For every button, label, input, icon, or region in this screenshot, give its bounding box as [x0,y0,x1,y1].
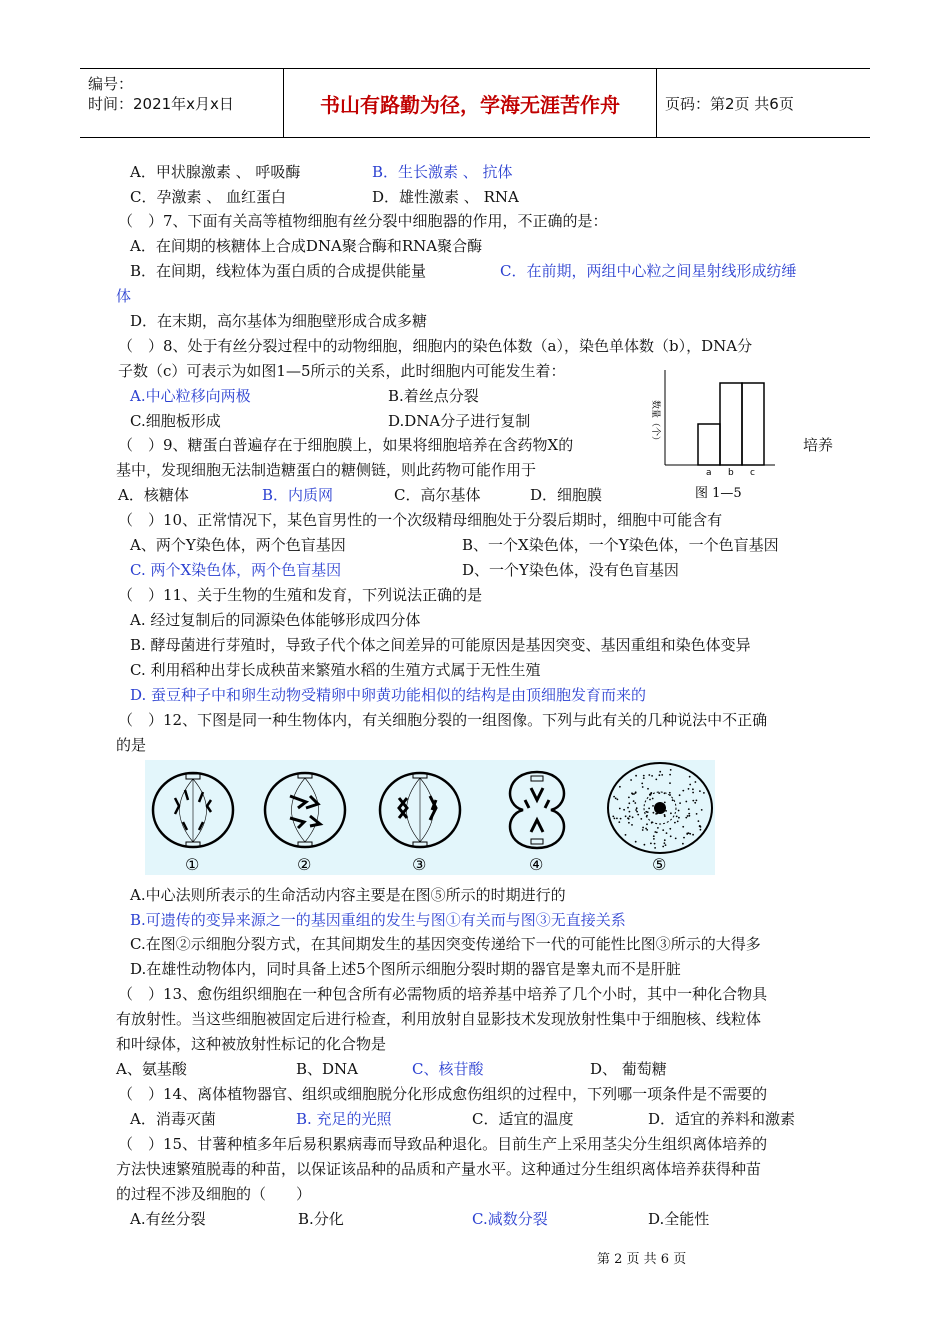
option-line: C.细胞板形成 [130,412,221,430]
option-line: B．在间期，线粒体为蛋白质的合成提供能量 [130,262,427,280]
option-line: B、一个X染色体，一个Y染色体，一个色盲基因 [462,536,779,554]
option-line: C、核苷酸 [412,1060,484,1078]
option-line: D．细胞膜 [530,486,603,504]
question-13: （ ）13、愈伤组织细胞在一种包含所有必需物质的培养基中培养了几个小时，其中一种化合物具 [118,985,768,1003]
stipple-dot [686,833,688,835]
option-line: A. 经过复制后的同源染色体能够形成四分体 [130,611,421,629]
stipple-dot [687,815,689,817]
option-line: A．在间期的核糖体上合成DNA聚合酶和RNA聚合酶 [130,237,483,255]
stipple-dot [616,818,618,820]
number-label: 编号： [88,75,134,93]
stipple-dot [642,786,644,788]
question-14: （ ）14、离体植物器官、组织或细胞脱分化形成愈伤组织的过程中，下列哪一项条件是不需要的 [118,1085,768,1103]
stipple-dot [659,771,661,773]
option-line: B、DNA [296,1060,359,1078]
chart-tick-label: b [728,468,734,478]
option-line: C. 利用稻种出芽长成秧苗来繁殖水稻的生殖方式属于无性生殖 [130,661,541,679]
stipple-dot [669,774,671,776]
stipple-dot [678,810,680,812]
stipple-dot [658,792,660,794]
option-line: A.中心法则所表示的生命活动内容主要是在图⑤所示的时期进行的 [130,886,566,904]
stipple-dot [652,805,654,807]
cell-diagram-5 [608,763,712,853]
stipple-dot [666,832,668,834]
stipple-dot [640,818,642,820]
stipple-dot [672,799,674,801]
stipple-dot [679,802,681,804]
stipple-dot [688,813,690,815]
stipple-dot [645,828,647,830]
question-10: （ ）10、正常情况下，某色盲男性的一个次级精母细胞处于分裂后期时，细胞中可能含有 [118,511,723,529]
stipple-dot [678,817,680,819]
question-15: （ ）15、甘薯种植多年后易积累病毒而导致品种退化。目前生产上采用茎尖分生组织离体培养的 [118,1135,768,1153]
stipple-dot [674,822,676,824]
stipple-dot [613,796,615,798]
stipple-dot [653,812,655,814]
stipple-dot [654,843,656,845]
stipple-dot [692,800,694,802]
stipple-dot [620,818,622,820]
option-line: A.中心粒移向两极 [130,387,251,405]
option-line: B. 酵母菌进行芽殖时，导致子代个体之间差异的可能原因是基因突变、基因重组和染色体变异 [130,636,751,654]
stipple-dot [661,774,663,776]
stipple-dot [664,839,666,841]
stipple-dot [659,774,661,776]
option-line: D．在末期，高尔基体为细胞壁形成合成多糖 [130,312,428,330]
stipple-dot [650,792,652,794]
cell-diagram-4 [510,772,564,848]
header-meta [80,69,284,137]
stipple-dot [635,841,637,843]
chart-tick-label: c [750,468,755,478]
stipple-dot [688,808,690,810]
stipple-dot [634,802,636,804]
option-line: A．核糖体 [118,486,189,504]
stipple-dot [689,815,691,817]
option-line: C．适宜的温度 [472,1110,574,1128]
option-line: 体 [116,287,132,305]
cell-label: ① [185,855,200,874]
question-9: 基中，发现细胞无法制造糖蛋白的糖侧链，则此药物可能作用于 [116,461,537,479]
stipple-dot [635,775,637,777]
option-line: D.在雄性动物体内，同时具备上述5个图所示细胞分裂时期的器官是睾丸而不是肝脏 [130,960,681,978]
stipple-dot [688,788,690,790]
stipple-dot [628,818,630,820]
stipple-dot [625,815,627,817]
stipple-dot [629,815,631,817]
stipple-dot [660,808,662,810]
option-line: B．生长激素 、 抗体 [372,163,513,181]
stipple-dot [665,810,667,812]
chart-tick-label: a [706,468,712,478]
stipple-dot [647,788,649,790]
question-11: （ ）11、关于生物的生殖和发育，下列说法正确的是 [118,586,483,604]
stipple-dot [657,827,659,829]
stipple-dot [635,809,637,811]
stipple-dot [623,809,625,811]
cell-label: ⑤ [652,855,667,874]
stipple-dot [612,816,614,818]
option-line: D．适宜的养料和激素 [648,1110,796,1128]
stipple-dot [664,842,666,844]
chart-caption: 图 1—5 [695,486,742,501]
stipple-dot [617,799,619,801]
date-label: 时间：2021年x月x日 [88,95,234,113]
stipple-dot [670,835,672,837]
stipple-dot [682,826,684,828]
stipple-dot [652,798,654,800]
stipple-dot [649,799,651,801]
option-line: D．雄性激素 、 RNA [372,188,519,206]
question-13: 有放射性。当这些细胞被固定后进行检查，利用放射自显影技术发现放射性集中于细胞核、线粒体 [116,1010,762,1028]
stipple-dot [650,843,652,845]
stipple-dot [633,800,635,802]
figure-1-5-chart [650,365,810,505]
stipple-dot [664,814,666,816]
stipple-dot [618,821,620,823]
stipple-dot [664,792,666,794]
stipple-dot [655,779,657,781]
stipple-dot [630,779,632,781]
stipple-dot [635,792,637,794]
stipple-dot [642,827,644,829]
stipple-dot [614,818,616,820]
cell-diagram-3 [380,773,460,847]
cell-diagram-2 [265,773,345,847]
stipple-dot [699,825,701,827]
stipple-dot [692,834,694,836]
cell-label: ② [297,855,312,874]
stipple-dot [653,835,655,837]
stipple-dot [685,801,687,803]
stipple-dot [637,814,639,816]
stipple-dot [643,775,645,777]
option-line: D. 蚕豆种子中和卵生动物受精卵中卵黄功能相似的结构是由顶细胞发育而来的 [130,686,647,704]
question-15: 的过程不涉及细胞的（ ） [116,1185,312,1203]
option-line: D、一个Y染色体，没有色盲基因 [462,561,679,579]
stipple-dot [615,797,617,799]
question-12: （ ）12、下图是同一种生物体内，有关细胞分裂的一组图像。下列与此有关的几种说法中不正确 [118,711,768,729]
page-footer: 第 2 页 共 6 页 [597,1252,687,1267]
stipple-dot [619,786,621,788]
option-line: C．高尔基体 [394,486,481,504]
question-8: （ ）8、处于有丝分裂过程中的动物细胞，细胞内的染色体数（a），染色单体数（b），DNA分 [118,337,753,355]
stipple-dot [676,816,678,818]
stipple-dot [670,812,672,814]
option-line: A．甲状腺激素 、 呼吸酶 [130,163,301,181]
stipple-dot [648,808,650,810]
stipple-dot [683,837,685,839]
option-line: A.有丝分裂 [130,1210,206,1228]
option-line: A、氨基酸 [116,1060,187,1078]
question-13: 和叶绿体，这种被放射性标记的化合物是 [116,1035,387,1053]
stipple-dot [655,813,657,815]
stipple-dot [669,794,671,796]
stipple-dot [651,822,653,824]
stipple-dot [682,843,684,845]
chart-bar-a [698,424,720,465]
stipple-dot [699,790,701,792]
stipple-dot [648,774,650,776]
option-line: A、两个Y染色体，两个色盲基因 [130,536,346,554]
stipple-dot [682,790,684,792]
stipple-dot [669,782,671,784]
header-motto: 书山有路勤为径，学海无涯苦作舟 [284,69,657,137]
stipple-dot [679,794,681,796]
option-line: C.减数分裂 [472,1210,548,1228]
stipple-dot [631,824,633,826]
stipple-dot [651,775,653,777]
option-line: D.DNA分子进行复制 [388,412,531,430]
stipple-dot [675,838,677,840]
option-line: B.分化 [298,1210,344,1228]
stipple-dot [677,821,679,823]
option-line: B. 充足的光照 [296,1110,392,1128]
stipple-dot [628,797,630,799]
cell-diagram-1 [153,773,233,847]
stipple-dot [628,822,630,824]
option-line: A．消毒灭菌 [130,1110,216,1128]
stipple-dot [625,834,627,836]
stipple-dot [646,829,648,831]
stipple-dot [646,823,648,825]
stipple-dot [646,815,648,817]
question-15: 方法快速繁殖脱毒的种苗，以保证该品种的品质和产量水平。这种通过分生组织离体培养获得种苗 [116,1160,762,1178]
stipple-dot [694,802,696,804]
stipple-dot [636,807,638,809]
question-8: 子数（c）可表示为如图1—5所示的关系，此时细胞内可能发生着： [118,362,566,380]
stipple-dot [700,829,702,831]
stipple-dot [628,802,630,804]
stipple-dot [665,844,667,846]
question-9: 培养 [803,436,834,454]
stipple-dot [669,828,671,830]
stipple-dot [689,776,691,778]
option-line: C.在图②示细胞分裂方式，在其间期发生的基因突变传递给下一代的可能性比图③所示的大得多 [130,935,761,953]
stipple-dot [689,784,691,786]
stipple-dot [692,792,694,794]
chart-y-label: 数量（个） [650,400,660,446]
option-line: B.可遗传的变异来源之一的基因重组的发生与图①有关而与图③无直接关系 [130,911,626,929]
stipple-dot [703,792,705,794]
stipple-dot [695,781,697,783]
stipple-dot [641,783,643,785]
stipple-dot [629,811,631,813]
stipple-dot [689,833,691,835]
stipple-dot [662,829,664,831]
stipple-dot [685,817,687,819]
stipple-dot [627,807,629,809]
header-page-info: 页码：第2页 共6页 [665,95,794,113]
stipple-dot [670,769,672,771]
stipple-dot [644,844,646,846]
stipple-dot [669,792,671,794]
stipple-dot [636,811,638,813]
stipple-dot [654,831,656,833]
page-header [80,68,870,138]
stipple-dot [631,792,633,794]
stipple-dot [643,777,645,779]
question-9: （ ）9、糖蛋白普遍存在于细胞膜上，如果将细胞培养在含药物X的 [118,436,574,454]
stipple-dot [649,794,651,796]
option-line: C. 两个X染色体，两个色盲基因 [130,561,342,579]
option-line: C．在前期，两组中心粒之间星射线形成纺缍 [500,262,797,280]
stipple-dot [647,811,649,813]
stipple-dot [653,838,655,840]
cell-division-figure [145,760,715,875]
stipple-dot [664,802,666,804]
option-line: D.全能性 [648,1210,710,1228]
stipple-dot [692,788,694,790]
stipple-dot [642,829,644,831]
option-line: D、 葡萄糖 [590,1060,667,1078]
stipple-dot [654,847,656,849]
option-line: B．内质网 [262,486,334,504]
cell-label: ③ [412,855,427,874]
option-line: B.着丝点分裂 [388,387,479,405]
stipple-dot [698,820,700,822]
question-12: 的是 [116,736,147,754]
option-line: C．孕激素 、 血红蛋白 [130,188,287,206]
stipple-dot [632,816,634,818]
question-7: （ ）7、下面有关高等植物细胞有丝分裂中细胞器的作用，不正确的是： [118,212,608,230]
chart-bar-b [720,383,742,465]
cell-label: ④ [529,855,544,874]
stipple-dot [696,800,698,802]
stipple-dot [701,809,703,811]
stipple-dot [619,808,621,810]
chart-bar-c [742,383,764,465]
stipple-dot [662,846,664,848]
stipple-dot [696,813,698,815]
